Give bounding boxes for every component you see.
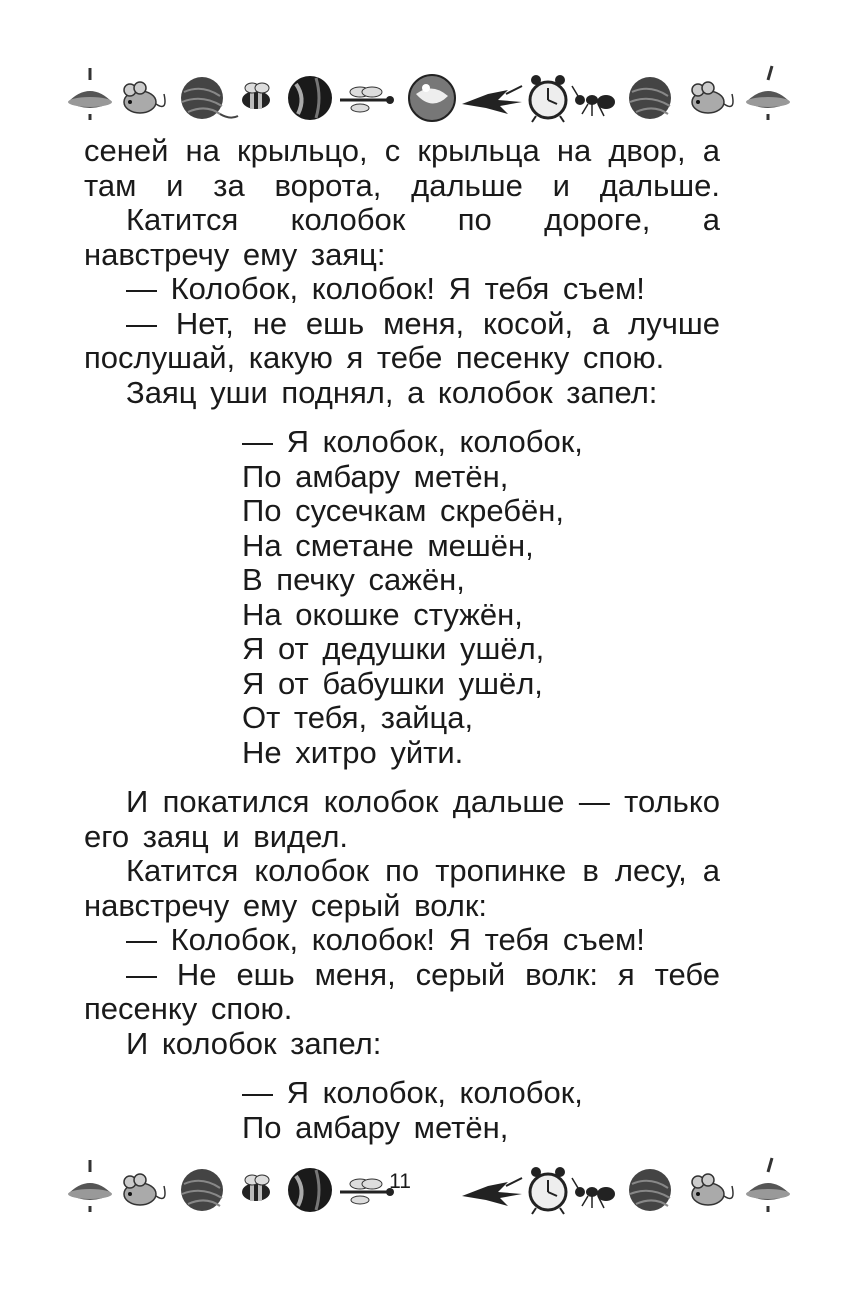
spinning-top-icon [68, 1160, 112, 1212]
mouse-icon [124, 82, 165, 113]
spinning-top-icon [746, 1158, 790, 1212]
yarn-ball-icon [181, 1169, 223, 1211]
paragraph: Катится колобок по дороге, а навстречу ему заяц: [84, 202, 720, 272]
paragraph: сеней на крыльцо, с крыльца на двор, а там и за ворота, дальше и дальше. [84, 133, 720, 203]
yarn-ball-icon [181, 77, 238, 119]
verse-line: Я от бабушки ушёл, [242, 665, 543, 701]
verse-line: По амбару метён, [242, 1109, 509, 1145]
verse-line: — Я колобок, колобок, [242, 1075, 583, 1110]
verse-line: В печку сажён, [242, 562, 465, 597]
ant-icon [572, 86, 615, 116]
paragraph: Заяц уши поднял, а колобок запел: [126, 374, 658, 410]
story-text [84, 134, 720, 1160]
mouse-icon [692, 1174, 733, 1205]
song-verse [242, 425, 720, 770]
ball-icon [288, 76, 332, 120]
swallow-icon [462, 1178, 522, 1206]
ant-icon [572, 1178, 615, 1208]
verse-line: От тебя, зайца, [242, 700, 474, 735]
spinning-top-icon [68, 68, 112, 120]
bee-icon [242, 83, 270, 109]
ball-icon [288, 1168, 332, 1212]
yarn-ball-icon [629, 77, 671, 119]
verse-line: По амбару метён, [242, 458, 509, 494]
mouse-icon [124, 1174, 165, 1205]
verse-line: Не хитро уйти. [242, 734, 464, 770]
dialogue-line: — Нет, не ешь меня, косой, а лучше послушай, какую я тебе песенку спою. [84, 305, 720, 375]
verse-line: Я от дедушки ушёл, [242, 631, 545, 666]
swallow-icon [462, 86, 522, 114]
alarm-clock-icon [530, 1167, 566, 1214]
dragonfly-icon [340, 87, 394, 112]
song-verse [242, 1076, 720, 1145]
dialogue-line: — Не ешь меня, серый волк: я тебе песенку спою. [84, 956, 720, 1026]
spinning-top-icon [746, 66, 790, 120]
header-ornament [60, 64, 800, 124]
bee-icon [242, 1175, 270, 1201]
yarn-ball-icon [629, 1169, 671, 1211]
mouse-icon [692, 82, 733, 113]
alarm-clock-icon [530, 75, 566, 122]
paragraph: И покатился колобок дальше — только его заяц и видел. [84, 784, 720, 854]
dialogue-line: — Колобок, колобок! Я тебя съем! [126, 922, 645, 957]
paragraph: И колобок запел: [126, 1025, 382, 1061]
verse-line: На сметане мешён, [242, 527, 534, 563]
verse-line: На окошке стужён, [242, 596, 523, 632]
dialogue-line: — Колобок, колобок! Я тебя съем! [126, 271, 645, 306]
verse-line: По сусечкам скребён, [242, 493, 564, 528]
marble-icon [409, 75, 455, 121]
page-number: 11 [389, 1170, 411, 1193]
verse-line: — Я колобок, колобок, [242, 424, 583, 459]
paragraph: Катится колобок по тропинке в лесу, а навстречу ему серый волк: [84, 853, 720, 923]
